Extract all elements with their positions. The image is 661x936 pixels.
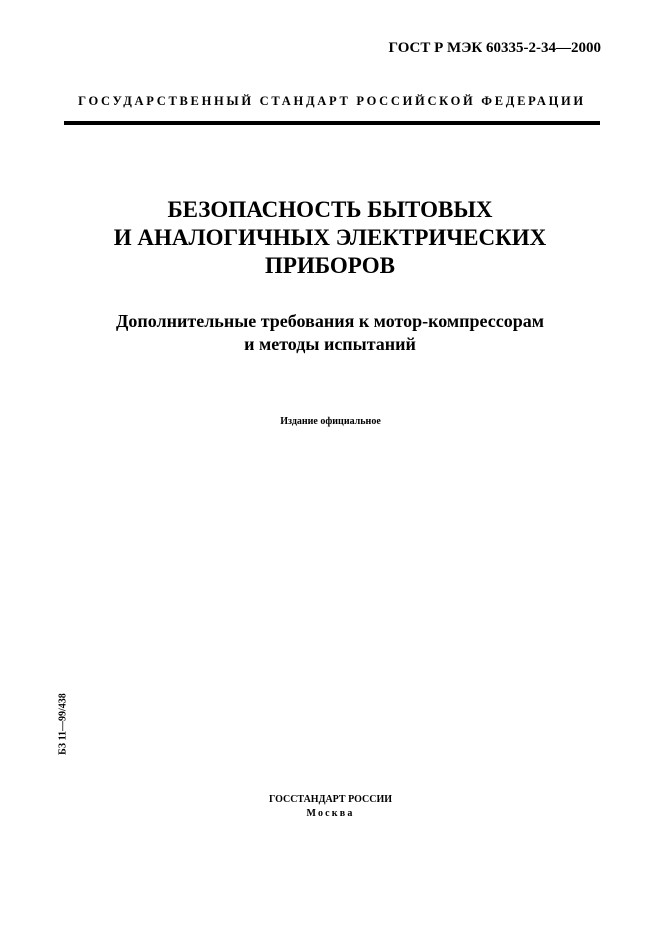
edition-label: Издание официальное: [280, 416, 381, 427]
subtitle-line: Дополнительные требования к мотор-компрессорам: [116, 311, 544, 331]
header-divider: [64, 121, 600, 125]
title-line: И АНАЛОГИЧНЫХ ЭЛЕКТРИЧЕСКИХ: [113, 225, 547, 250]
document-subtitle: [40, 310, 620, 356]
publisher-name: ГОССТАНДАРТ РОССИИ: [268, 794, 393, 805]
publisher-city: Москва: [306, 808, 355, 819]
subtitle-line: и методы испытаний: [244, 334, 416, 354]
title-line: ПРИБОРОВ: [265, 253, 395, 278]
standard-header: ГОСУДАРСТВЕННЫЙ СТАНДАРТ РОССИЙСКОЙ ФЕДЕРАЦИИ: [78, 94, 586, 108]
document-code: ГОСТ Р МЭК 60335-2-34—2000: [388, 40, 601, 56]
side-catalog-code: БЗ 11—99/438: [57, 693, 69, 755]
title-line: БЕЗОПАСНОСТЬ БЫТОВЫХ: [167, 197, 493, 222]
document-title: [40, 196, 620, 280]
